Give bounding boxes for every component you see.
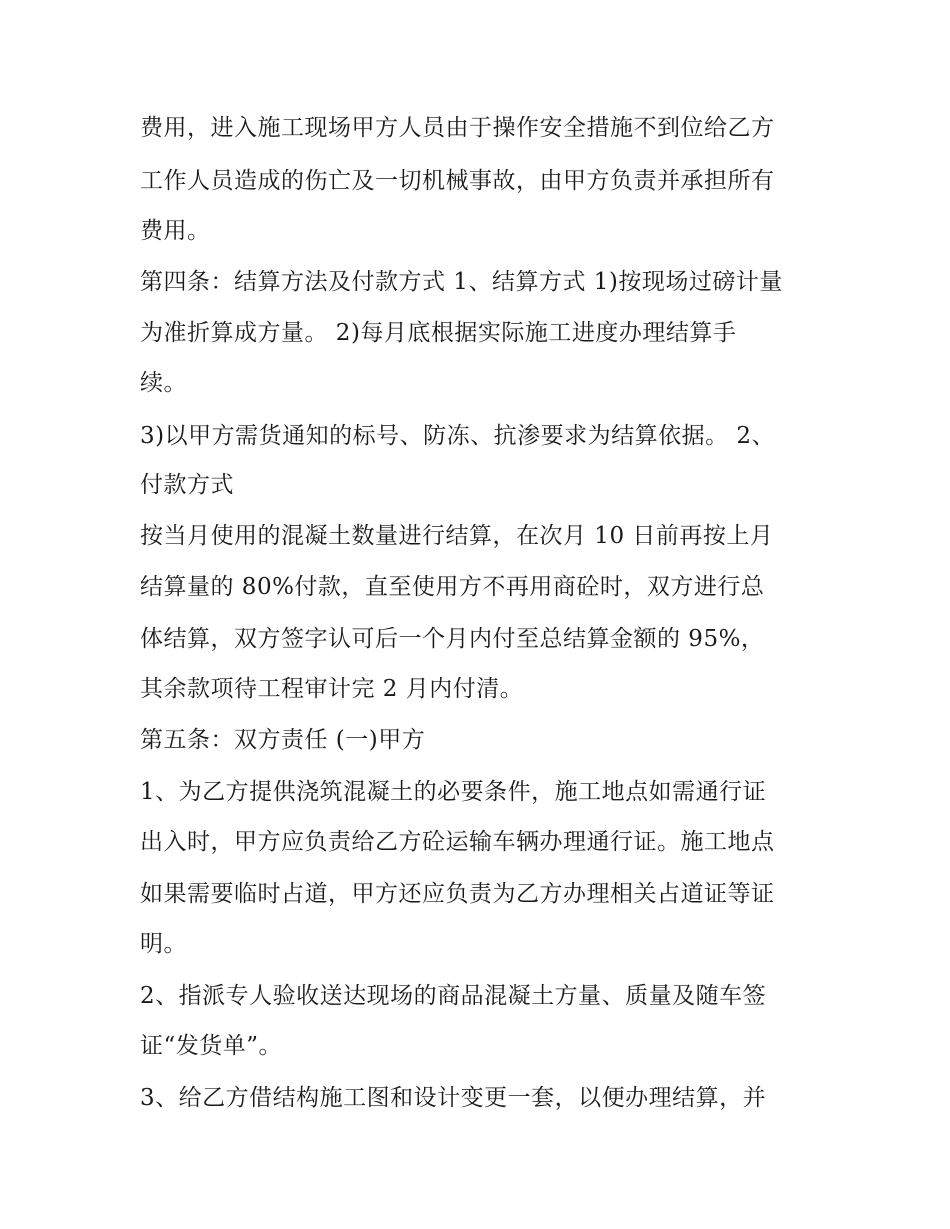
section-heading-article-5: 第五条：双方责任 (一)甲方 bbox=[140, 727, 426, 753]
text-line: 按当月使用的混凝土数量进行结算，在次月 10 日前再按上月 bbox=[140, 523, 774, 549]
text-line: 工作人员造成的伤亡及一切机械事故，由甲方负责并承担所有 bbox=[140, 168, 775, 194]
text-line: 3、给乙方借结构施工图和设计变更一套，以便办理结算，并 bbox=[140, 1085, 767, 1111]
text-line: 费用。 bbox=[140, 218, 211, 244]
text-line: 付款方式 bbox=[140, 472, 234, 498]
text-line: 2、指派专人验收送达现场的商品混凝土方量、质量及随车签 bbox=[140, 983, 767, 1009]
text-line: 如果需要临时占道，甲方还应负责为乙方办理相关占道证等证 bbox=[140, 881, 775, 907]
text-line: 3)以甲方需货通知的标号、防冻、抗渗要求为结算依据。 2、 bbox=[140, 423, 776, 449]
text-line: 为准折算成方量。 2)每月底根据实际施工进度办理结算手 bbox=[140, 320, 737, 346]
text-line: 费用，进入施工现场甲方人员由于操作安全措施不到位给乙方 bbox=[140, 115, 775, 141]
text-line: 其余款项待工程审计完 2 月内付清。 bbox=[140, 676, 524, 702]
text-line: 续。 bbox=[140, 370, 187, 396]
text-line: 1、为乙方提供浇筑混凝土的必要条件，施工地点如需通行证 bbox=[140, 779, 767, 805]
text-line: 出入时，甲方应负责给乙方砼运输车辆办理通行证。施工地点 bbox=[140, 829, 775, 855]
section-heading-article-4: 第四条：结算方法及付款方式 1、结算方式 1)按现场过磅计量 bbox=[140, 269, 783, 295]
text-line: 体结算，双方签字认可后一个月内付至总结算金额的 95%， bbox=[140, 626, 765, 652]
text-line: 结算量的 80%付款，直至使用方不再用商砼时，双方进行总 bbox=[140, 574, 765, 600]
text-line: 证“发货单”。 bbox=[140, 1033, 283, 1059]
text-line: 明。 bbox=[140, 931, 187, 957]
